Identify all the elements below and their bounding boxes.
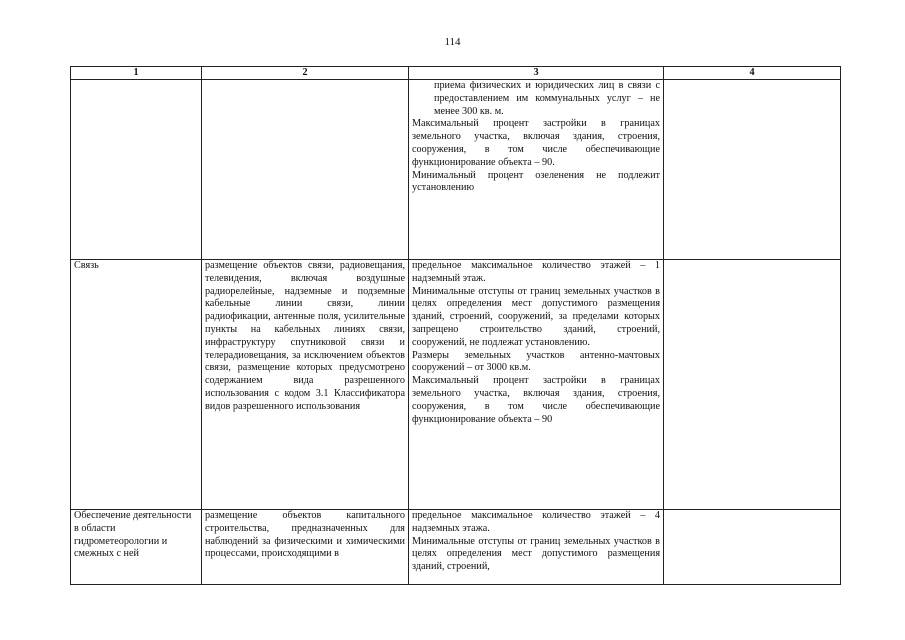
table-row xyxy=(71,510,841,585)
parameter-paragraph: Максимальный процент застройки в границах земельного участка, включая здания, строения, сооружения, в том числе обеспечивающие функционирование объекта – 90. xyxy=(412,118,660,168)
parameter-paragraph: Минимальный процент озеленения не подлежит установлению xyxy=(412,169,660,194)
parameters-cell xyxy=(409,260,664,510)
parameter-paragraph: Минимальные отступы от границ земельных участков в целях определения мест допустимого размещения зданий, строений, xyxy=(412,535,660,573)
notes-cell xyxy=(664,260,841,510)
use-description-cell: размещение объектов капитального строительства, предназначенных для наблюдений за физическими и химическими процессами, происходящими в xyxy=(202,510,409,585)
parameter-paragraph: Размеры земельных участков антенно-мачтовых сооружений – от 3000 кв.м. xyxy=(412,349,660,374)
table-row xyxy=(71,80,841,260)
use-description-cell xyxy=(202,80,409,260)
header-cell-2: 2 xyxy=(202,67,409,80)
header-row xyxy=(71,67,841,80)
header-cell-1: 1 xyxy=(71,67,202,80)
parameter-paragraph: Максимальный процент застройки в границах земельного участка, включая здания, строения, сооружения, в том числе обеспечивающие функционирование объекта – 90 xyxy=(412,375,660,425)
use-type-cell xyxy=(71,80,202,260)
parameter-paragraph: предельное максимальное количество этажей – 4 надземных этажа. xyxy=(412,510,660,534)
use-type-cell: Обеспечение деятельности в области гидрометеорологии и смежных с ней xyxy=(71,510,202,585)
parameters-cell xyxy=(409,510,664,585)
parameter-paragraph: Минимальные отступы от границ земельных участков в целях определения мест допустимого размещения зданий, строений, сооружений, за пределами которых запрещено строительство зданий, строений, сооружений, не подлежат установлению. xyxy=(412,285,660,348)
notes-cell xyxy=(664,510,841,585)
use-type-cell: Связь xyxy=(71,260,202,510)
use-description-cell: размещение объектов связи, радиовещания, телевидения, включая воздушные радиорелейные, надземные и подземные кабельные линии связи, линии радиофикации, антенные поля, усилительные пункты на кабельных линиях связи, инфраструктуру спутниковой связи и телерадиовещания, за исключением объектов связи, размещение которых предусмотрено содержанием вида разрешенного использования с кодом 3.1 Классификатора видов разрешенного использования xyxy=(202,260,409,510)
regulations-table xyxy=(70,66,841,585)
table-row xyxy=(71,260,841,510)
header-cell-4: 4 xyxy=(664,67,841,80)
page-number: 114 xyxy=(444,36,461,48)
parameter-paragraph: приема физических и юридических лиц в связи с предоставлением им коммунальных услуг – не менее 300 кв. м. xyxy=(434,80,660,117)
header-cell-3: 3 xyxy=(409,67,664,80)
parameter-paragraph: предельное максимальное количество этажей – 1 надземный этаж. xyxy=(412,260,660,284)
parameters-cell xyxy=(409,80,664,260)
notes-cell xyxy=(664,80,841,260)
